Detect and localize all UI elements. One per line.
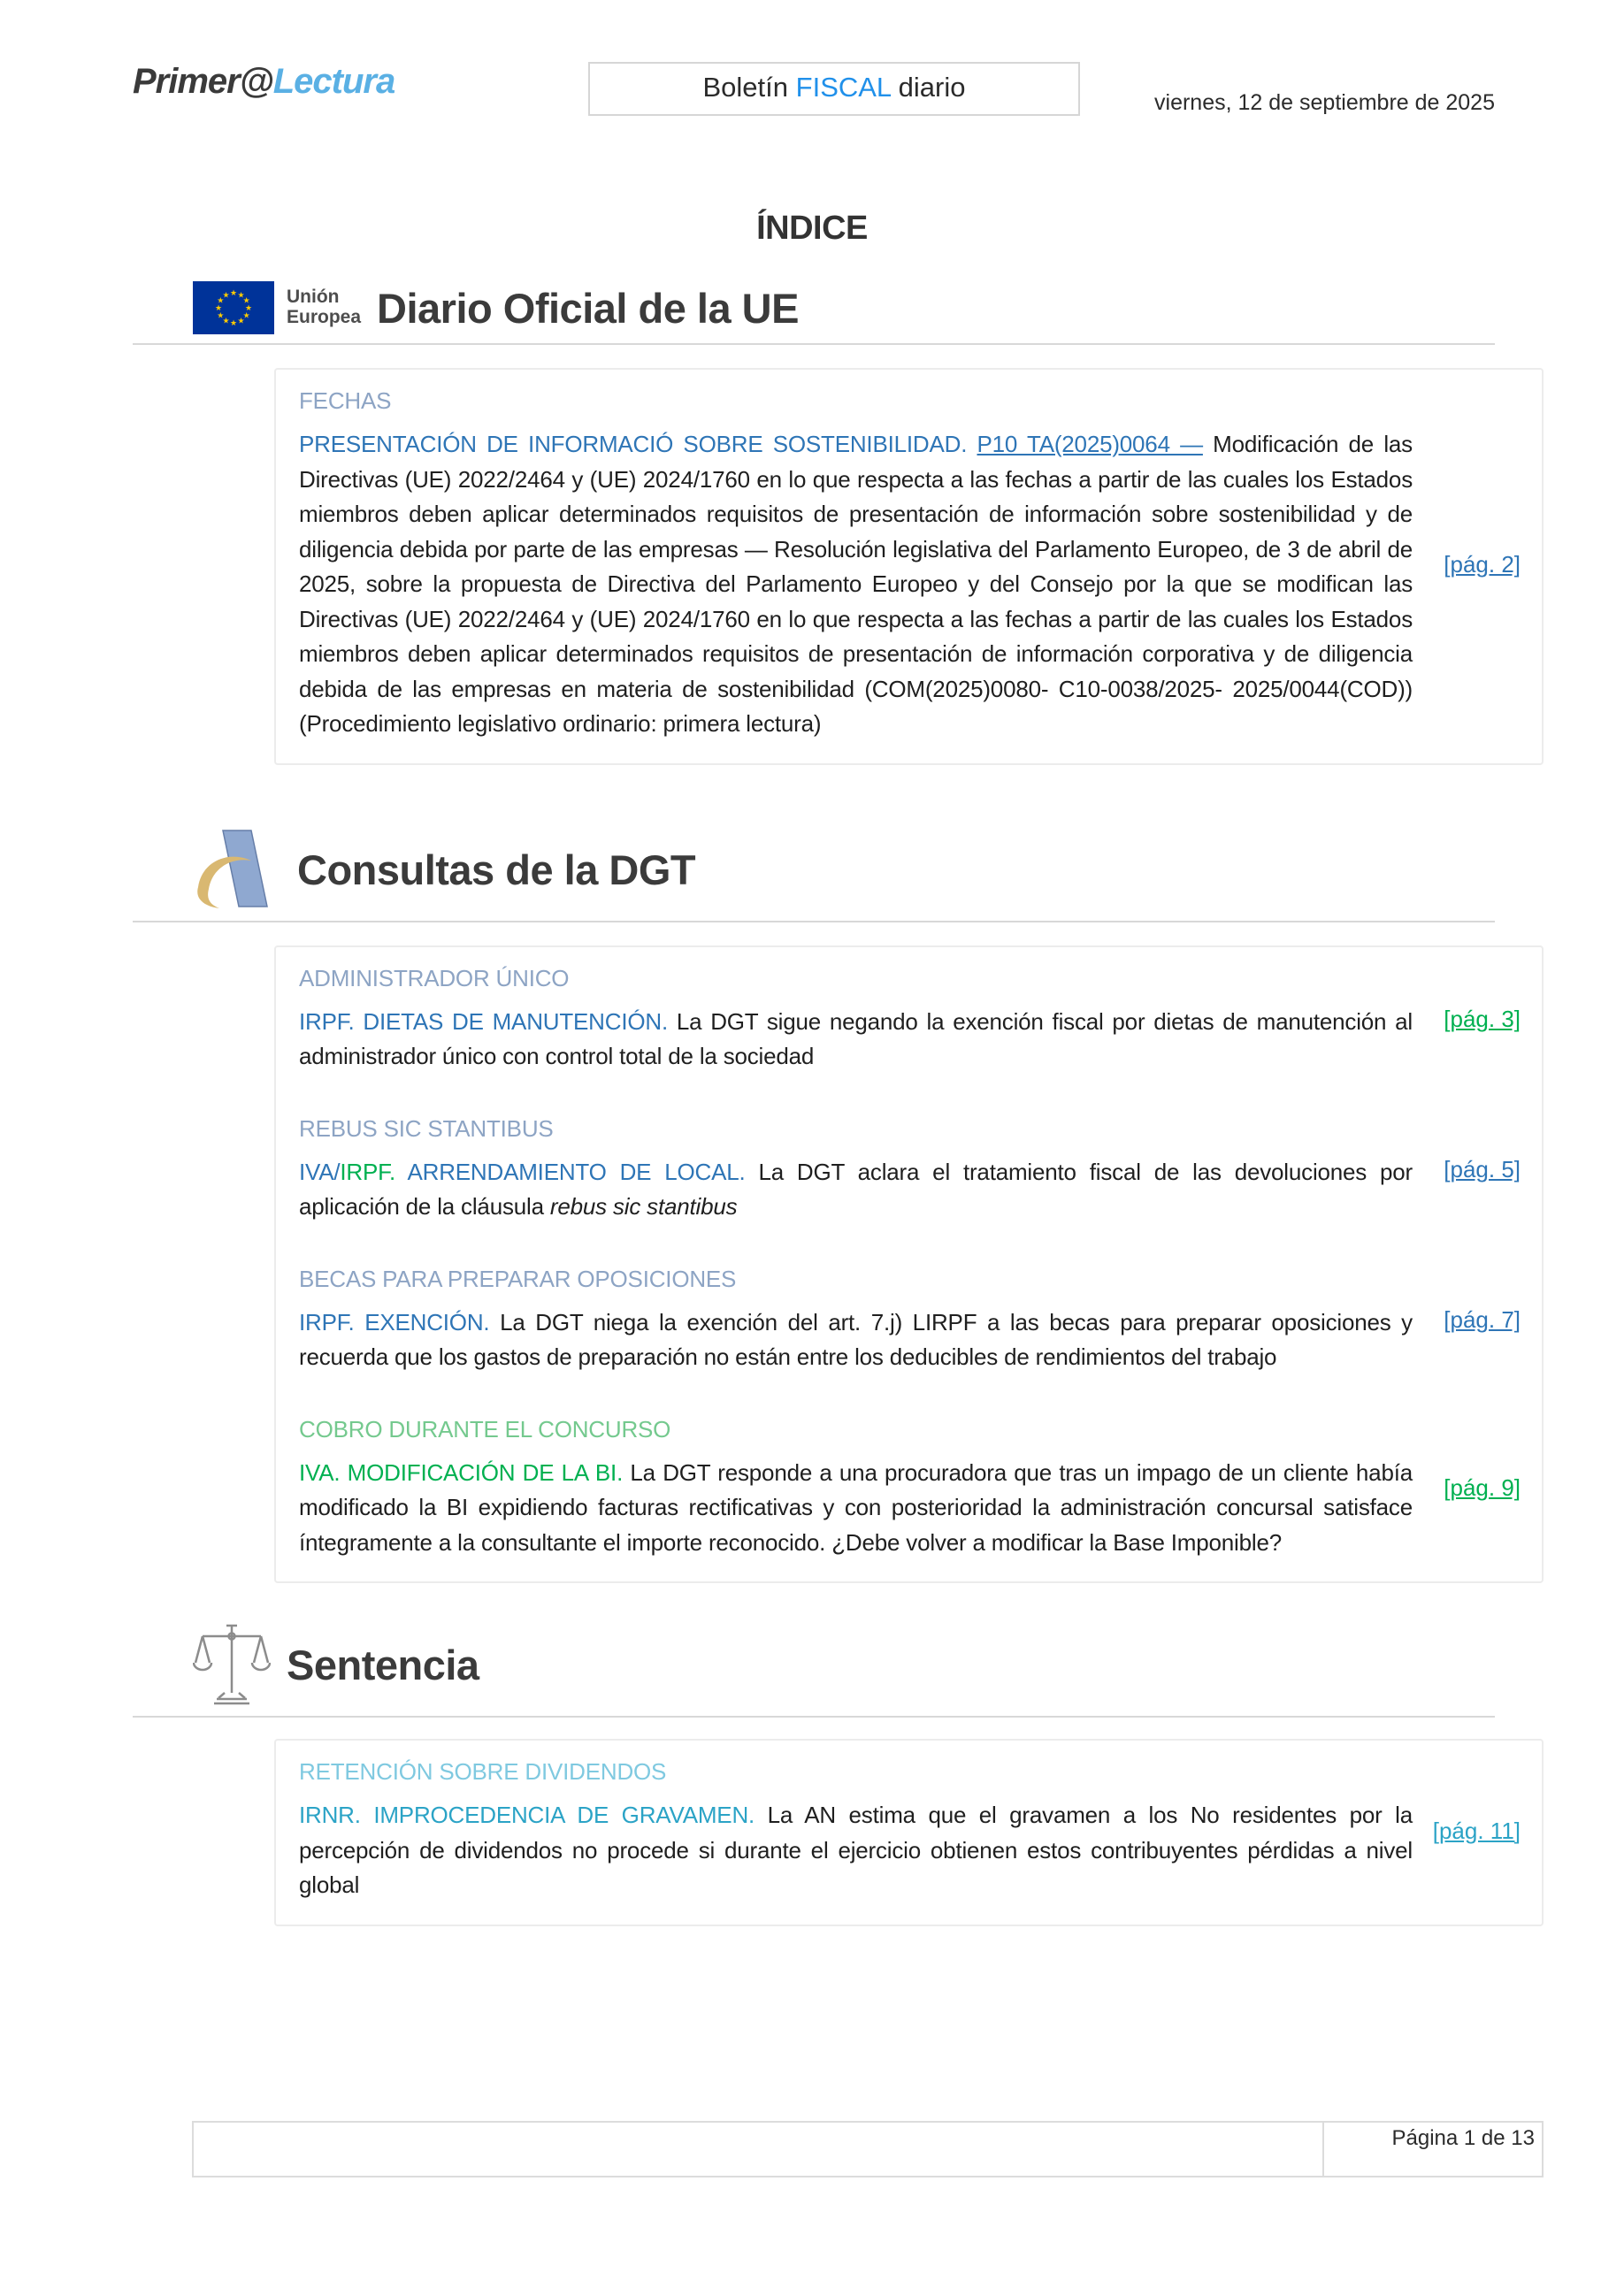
svg-text:★: ★ <box>237 317 245 326</box>
entry-lead: PRESENTACIÓN DE INFORMACIÓ SOBRE SOSTENIBILIDAD. <box>299 431 968 457</box>
scales-icon <box>193 1622 271 1707</box>
entry-lead: IVA. MODIFICACIÓN DE LA BI. <box>299 1458 624 1486</box>
entry-body-italic: rebus sic stantibus <box>549 1193 738 1221</box>
page-ref-link[interactable]: [pág. 9] <box>1444 1474 1521 1501</box>
svg-text:★: ★ <box>214 304 223 313</box>
doue-card <box>274 368 1544 765</box>
section-head-sentencia <box>193 1622 1495 1707</box>
entry-body: La DGT niega la exención del art. 7.j) LIRPF a las becas para preparar oposiciones y recuerda que los gastos de preparación no están entre los deducibles de rendimientos del trabajo <box>299 1308 1413 1371</box>
entry-kicker: BECAS PARA PREPARAR OPOSICIONES <box>299 1265 737 1292</box>
entry-text <box>299 1155 1413 1225</box>
sentencia-card <box>274 1739 1544 1926</box>
page-ref-link[interactable]: [pág. 3] <box>1444 1006 1521 1033</box>
section-divider <box>133 343 1495 345</box>
svg-text:★: ★ <box>217 311 225 321</box>
toc-entry-becas-oposiciones <box>299 1266 1521 1375</box>
entry-body: La DGT aclara el tratamiento fiscal de las devoluciones por aplicación de la cláusula <box>299 1158 1413 1221</box>
entry-kicker: COBRO DURANTE EL CONCURSO <box>299 1415 671 1443</box>
page-ref-link[interactable]: [pág. 2] <box>1444 550 1521 578</box>
entry-body: La DGT responde a una procuradora que tras un impago de un cliente había modificado la BI expidiendo facturas rectificativas y con posterioridad la administración concursal satisface íntegramente a la consultante el importe reconocido. ¿Debe volver a modificar la Base Imponible? <box>299 1458 1413 1556</box>
svg-text:★: ★ <box>237 291 245 301</box>
brand-part-blue: Lectura <box>272 62 395 101</box>
section-head-dgt <box>193 829 1495 912</box>
entry-body: La AN estima que el gravamen a los No residentes por la percepción de dividendos no procede si durante el ejercicio obtienen estos contribuyentes pérdidas a nivel global <box>299 1802 1413 1899</box>
brand-logo <box>133 50 588 102</box>
toc-entry-cobro-concurso <box>299 1416 1521 1561</box>
section-title-sentencia: Sentencia <box>287 1641 479 1688</box>
svg-text:★: ★ <box>242 311 250 321</box>
entry-body: Modificación de las Directivas (UE) 2022/2464 y (UE) 2024/1760 en lo que respecta a las fechas a partir de las cuales los Estados miembros deben aplicar determinados requisitos de presentación de información sobre sostenibilidad y de diligencia debida por parte de las empresas — Resolución legislativa del Parlamento Europeo, de 3 de abril de 2025, sobre la propuesta de Directiva del Parlamento Europeo y del Consejo por la que se modifican las Directivas (UE) 2022/2464 y (UE) 2024/1760 en lo que respecta a las fechas a partir de las cuales los Estados miembros deben aplicar determinados requisitos de presentación de información corporativa y de diligencia debida de las empresas en materia de sostenibilidad (COM(2025)0080- C10-0038/2025- 2025/0044(COD)) (Procedimiento legislativo ordinario: primera lectura) <box>299 431 1413 738</box>
section-divider <box>133 921 1495 922</box>
page-ref-link[interactable]: [pág. 7] <box>1444 1306 1521 1334</box>
svg-text:★: ★ <box>229 319 238 328</box>
section-title-doue: Diario Oficial de la UE <box>377 284 799 332</box>
footer-empty-cell <box>194 2123 1322 2176</box>
entry-kicker: ADMINISTRADOR ÚNICO <box>299 964 570 991</box>
page-footer <box>192 2121 1544 2177</box>
svg-text:★: ★ <box>222 291 230 301</box>
eu-caption-line2: Europea <box>287 307 362 327</box>
entry-kicker: RETENCIÓN SOBRE DIVIDENDOS <box>299 1758 667 1786</box>
entry-text <box>299 427 1413 742</box>
page-ref-link[interactable]: [pág. 11] <box>1432 1817 1521 1844</box>
page-ref-link[interactable]: [pág. 5] <box>1444 1156 1521 1183</box>
entry-kicker: FECHAS <box>299 387 392 414</box>
document-link[interactable]: P10 TA(2025)0064 — <box>977 431 1203 457</box>
svg-text:★: ★ <box>242 296 250 306</box>
entry-text <box>299 1798 1413 1903</box>
aeat-logo-icon <box>193 829 281 912</box>
section-divider <box>133 1716 1495 1718</box>
bulletin-word-1: Boletín <box>702 72 789 103</box>
eu-caption-line1: Unión <box>287 287 340 308</box>
eu-flag-icon <box>193 281 274 334</box>
bulletin-title-box <box>588 62 1080 116</box>
section-title-dgt: Consultas de la DGT <box>297 846 696 894</box>
entry-lead-part2: IRPF. <box>340 1158 395 1185</box>
entry-kicker: REBUS SIC STANTIBUS <box>299 1114 554 1142</box>
toc-entry-rebus-sic-stantibus <box>299 1115 1521 1225</box>
page-header <box>0 0 1624 116</box>
entry-lead: IRPF. EXENCIÓN. <box>299 1308 490 1336</box>
dgt-card <box>274 945 1544 1584</box>
entry-text <box>299 1005 1413 1075</box>
entry-lead: IRNR. IMPROCEDENCIA DE GRAVAMEN. <box>299 1802 755 1829</box>
toc-entry-retencion-dividendos <box>299 1758 1521 1903</box>
toc-entry-fechas <box>299 387 1521 742</box>
entry-text <box>299 1305 1413 1375</box>
index-title: ÍNDICE <box>756 210 868 247</box>
eu-flag-caption <box>287 287 361 327</box>
entry-body: La DGT sigue negando la exención fiscal por dietas de manutención al administrador único con control total de la sociedad <box>299 1007 1413 1070</box>
date-label: viernes, 12 de septiembre de 2025 <box>1154 90 1495 115</box>
section-head-doue <box>193 281 1495 334</box>
entry-lead-part3: ARRENDAMIENTO DE LOCAL. <box>395 1158 746 1185</box>
bulletin-word-fiscal: FISCAL <box>795 72 892 103</box>
entry-lead: IRPF. DIETAS DE MANUTENCIÓN. <box>299 1007 668 1035</box>
entry-lead-part1: IVA/ <box>299 1158 341 1185</box>
svg-text:★: ★ <box>217 296 225 306</box>
bulletin-word-3: diario <box>898 72 966 103</box>
entry-text <box>299 1456 1413 1561</box>
brand-part-dark: Primer@ <box>133 62 273 101</box>
toc-entry-administrador-unico <box>299 965 1521 1075</box>
svg-text:★: ★ <box>244 304 253 313</box>
svg-text:★: ★ <box>222 317 230 326</box>
svg-text:★: ★ <box>229 289 238 298</box>
page-indicator: Página 1 de 13 <box>1391 2126 1535 2150</box>
